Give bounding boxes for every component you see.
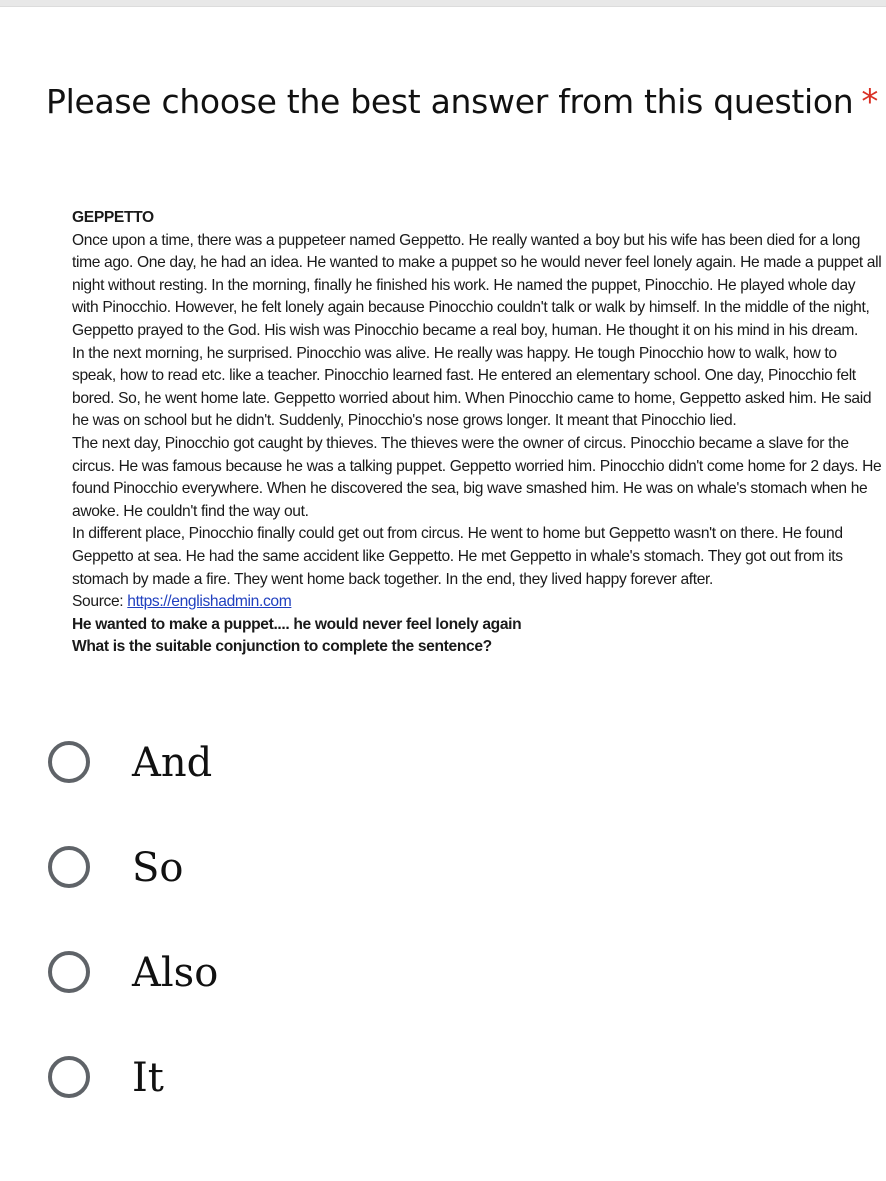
- passage-paragraph-3: The next day, Pinocchio got caught by thieves. The thieves were the owner of circus. Pinocchio became a slave for the circus. He was famous because he was a talking puppet. Geppetto worried him. Pinocchio didn't come home for 2 days. He found Pinocchio everywhere. When he discovered the sea, big wave smashed him. He was on whale's stomach when he awoke. He couldn't find the way out.: [72, 434, 882, 520]
- answer-option-and[interactable]: [46, 734, 846, 839]
- question-title-text: Please choose the best answer from this question: [46, 82, 854, 121]
- prompt-sentence: He wanted to make a puppet.... he would never feel lonely again: [72, 615, 522, 633]
- answer-option-label[interactable]: And: [132, 740, 213, 786]
- source-link[interactable]: https://englishadmin.com: [127, 593, 292, 611]
- radio-button[interactable]: [48, 741, 90, 783]
- question-image-passage: [72, 207, 882, 659]
- passage-source: [72, 591, 882, 614]
- passage-paragraph-4: In different place, Pinocchio finally could get out from circus. He went to home but Geppetto wasn't on there. He found Geppetto at sea. He had the same accident like Geppetto. He met Geppetto in whale's stomach. They got out from its stomach by made a fire. They went home back together. In the end, they lived happy forever after.: [72, 525, 843, 588]
- radio-button[interactable]: [48, 951, 90, 993]
- passage-paragraph-2: In the next morning, he surprised. Pinocchio was alive. He really was happy. He tough Pinocchio how to walk, how to speak, how to read etc. like a teacher. Pinocchio learned fast. He entered an elementary school. One day, Pinocchio felt bored. So, he went home late. Geppetto worried about him. When Pinocchio came to home, Geppetto asked him. He said he was on school but he didn't. Suddenly, Pinocchio's nose grows longer. It meant that Pinocchio lied.: [72, 344, 872, 430]
- answer-option-label[interactable]: So: [132, 845, 184, 891]
- top-divider: [0, 0, 886, 7]
- answer-option-so[interactable]: [46, 839, 846, 944]
- passage-heading: GEPPETTO: [72, 209, 154, 226]
- radio-button[interactable]: [48, 1056, 90, 1098]
- answer-option-it[interactable]: [46, 1049, 846, 1154]
- answer-options: [46, 734, 846, 1154]
- answer-option-label[interactable]: Also: [132, 950, 219, 996]
- answer-option-label[interactable]: It: [132, 1055, 164, 1101]
- question-title: [46, 78, 879, 126]
- prompt-question: What is the suitable conjunction to complete the sentence?: [72, 638, 492, 656]
- passage-paragraph-1: Once upon a time, there was a puppeteer named Geppetto. He really wanted a boy but his wife has been died for a long time ago. One day, he had an idea. He wanted to make a puppet so he would never feel lonely again. He made a puppet all night without resting. In the morning, finally he finished his work. He named the puppet, Pinocchio. He played whole day with Pinocchio. However, he felt lonely again because Pinocchio couldn't talk or walk by himself. In the middle of the night, Geppetto prayed to the God. His wish was Pinocchio became a real boy, human. He thought it on his mind in his dream.: [72, 231, 882, 339]
- source-label: Source:: [72, 593, 124, 611]
- answer-option-also[interactable]: [46, 944, 846, 1049]
- radio-button[interactable]: [48, 846, 90, 888]
- required-asterisk: *: [861, 82, 879, 122]
